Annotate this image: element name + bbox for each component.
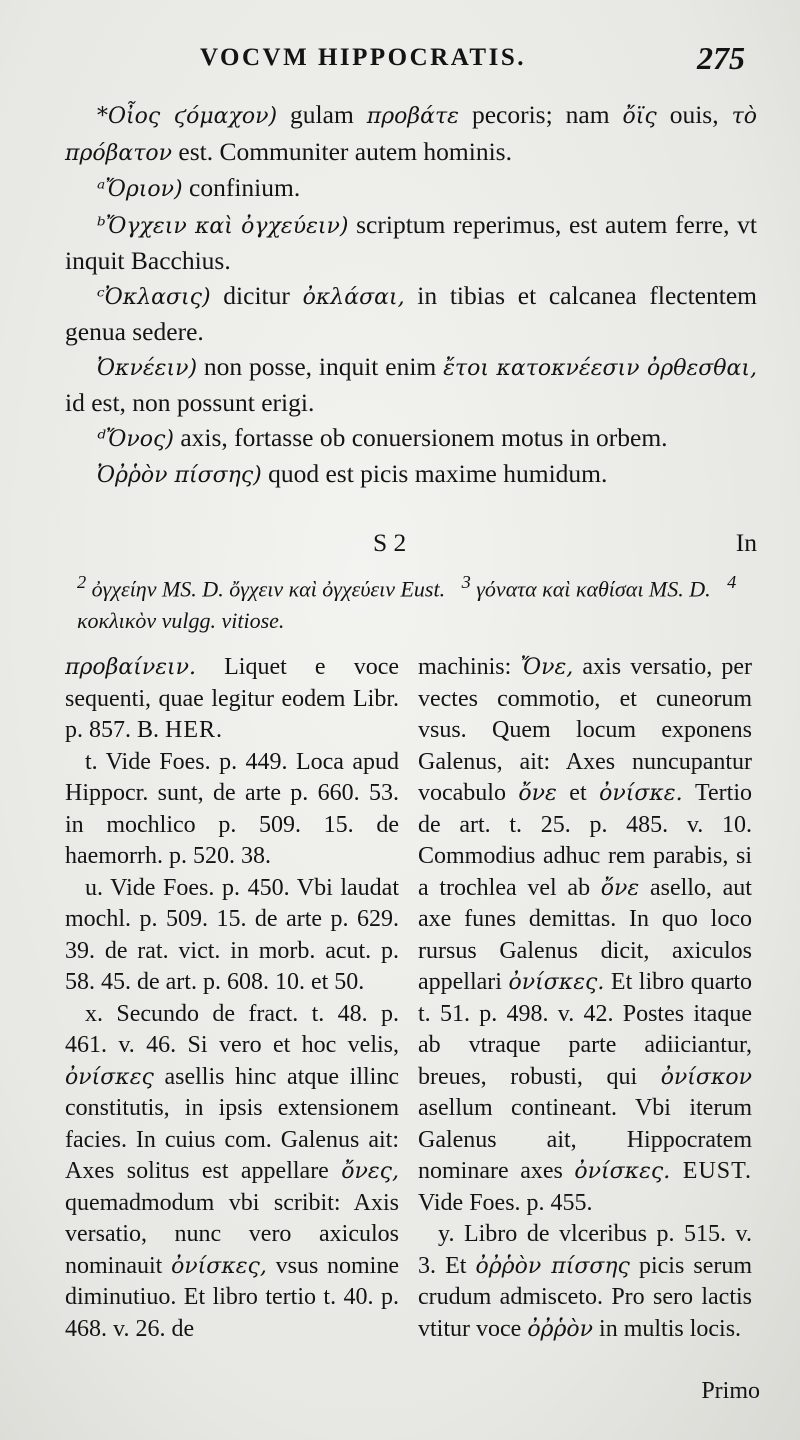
note-paragraph: προβαίνειν. Liquet e voce sequenti, quae legitur eodem Libr. p. 857. B. HER. [65, 654, 399, 743]
entry-oklasis: ᶜὈκλασις) dicitur ὀκλάσαι, in tibias et calcanea flectentem genua sedere. [65, 280, 757, 346]
catchword: In [735, 528, 757, 557]
running-head: VOCVM HIPPOCRATIS. [200, 44, 526, 71]
footnote-line: $^2$ ὀγχείην MS. D. ὄγχειν καὶ ὀγχεύειν Eust. $^3$ γόνατα καὶ καθίσαι MS. D. $^4$ κοκλικὸν vulgg. vitiose. [77, 572, 737, 634]
signature-line [65, 528, 757, 562]
main-text [65, 98, 757, 494]
note-continued: machinis: Ὄνε, axis versatio, per vectes commotio, et cuneorum vsus. Quem locum exponens Galenus, ait: Axes nuncupantur vocabulo ὄνε et ὀνίσκε. Tertio de art. t. 25. p. 485. v. 10. Commodius adhuc rem parabis, si a trochlea vel ab ὄνε asello, aut axe funes demittas. In quo loco rursus Galenus dicit, axiculos appellari ὀνίσκες. Et libro quarto t. 51. p. 498. v. 42. Postes itaque ab vtraque parte adiiciantur, breues, robusti, qui ὀνίσκον asellum contineant. Vbi iterum Galenus ait, Hippocratem nominare axes ὀνίσκες. EUST. Vide Foes. p. 455. [418, 654, 753, 1216]
note-t: t. Vide Foes. p. 449. Loca apud Hippocr. sunt, de arte p. 660. 53. in mochlico p. 509. 15. de haemorrh. p. 520. 38. [65, 748, 399, 869]
page-number: 275 [697, 40, 745, 76]
footnotes [65, 566, 757, 637]
entry-okneein: Ὀκνέειν) non posse, inquit enim ἔτοι κατοκνέεσιν ὀρθεσθαι, id est, non possunt erigi. [65, 351, 757, 417]
note-x: x. Secundo de fract. t. 48. p. 461. v. 46. Si vero et hoc velis, ὀνίσκες asellis hinc atque illinc constitutis, in ipsis extensionem facies. In cuius com. Galenus ait: Axes solitus est appellare ὄνες, quemadmodum vbi scribit: Axis versatio, nunc vero axiculos nominauit ὀνίσκες, vsus nomine diminutiuo. Et libro tertio t. 40. p. 468. v. 26. de [65, 1000, 400, 1342]
left-column [65, 652, 399, 1345]
signature-mark: S 2 [373, 528, 407, 557]
catchword-bottom: Primo [701, 1378, 760, 1404]
notes-columns [65, 652, 760, 1372]
entry-orrhon: Ὀῤῥὸν πίσσης) quod est picis maxime humidum. [97, 459, 608, 488]
note-u: u. Vide Foes. p. 450. Vbi laudat mochl. p. 509. 15. de arte p. 629. 39. de rat. vict. in morb. acut. p. 58. 45. de art. p. 608. 10. et 50. [65, 874, 399, 995]
entry-onos: ᵈὌνος) axis, fortasse ob conuersionem motus in orbem. [97, 422, 668, 452]
right-column [418, 652, 752, 1345]
entry-oios: *Οἶος ϛόμαχον) gulam προβάτε pecoris; nam ὄϊς ouis, τὸ πρόβατον est. Communiter autem hominis. [65, 100, 757, 166]
entry-orion: ᵃὌριον) confinium. [97, 173, 301, 202]
entry-ogchein: ᵇὌγχειν καὶ ὀγχεύειν) scriptum reperimus, est autem ferre, vt inquit Bacchius. [65, 209, 757, 275]
page-header [200, 40, 745, 90]
note-y: y. Libro de vlceribus p. 515. v. 3. Et ὀῤῥὸν πίσσης picis serum crudum admisceto. Pro sero lactis vtitur voce ὀῤῥὸν in multis locis. [418, 1221, 753, 1342]
